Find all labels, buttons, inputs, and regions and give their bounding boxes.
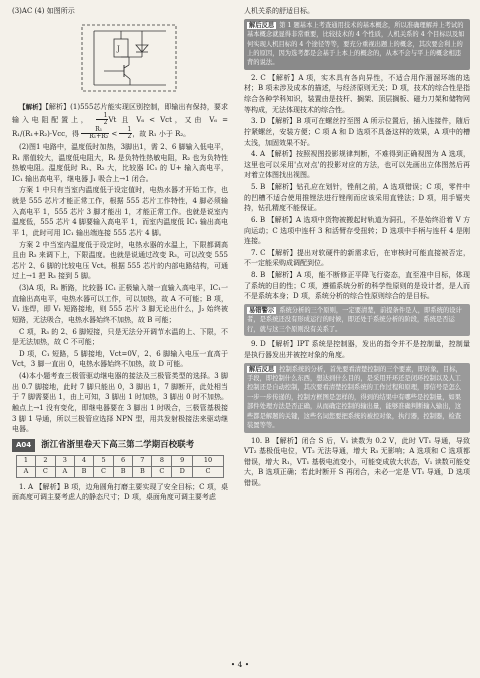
explanation-q10: 10. B 【解析】闭合 S 后，V₁ 读数为 0.2 V，此时 VT₁ 导通，导致 VT₂ 基极低电位，VT₂ 无法导通，增大 R₃ 无影响；A 选项和 C 选项都错误，增大 R₁，VT₁ 基极电流变小，可能变成放大状态，V₁ 读数可能变大，B 选项正确；若此时断开 S 再闭合，未必一定是 VT₁ 导通，D 选项错误。: [244, 436, 470, 488]
reflection-label: 解后反思: [249, 21, 275, 29]
right-column: [244, 6, 470, 490]
reflection-label: 解后反思: [249, 365, 275, 373]
svg-text:J: J: [117, 44, 120, 53]
answer-letter: B: [113, 466, 132, 477]
fraction-vt: $\frac{1}{2}$: [96, 113, 109, 127]
answer-number: 2: [35, 455, 55, 466]
explanation-paragraph: 【解析】【解析】(1)555芯片能实现区别控制，即输出有保持，要求输入电阻配置上， $\frac{1}{2}$ Vt 且 V₆ < Vct，又由 V₆ = R₁/(R₁+R₂)·Vcc，得 $\frac{\text{R₁}}{\text{R₁+R₂}}$ < $\frac{1}{2}$ ，故 R₁ 小于 R₂。: [12, 102, 229, 141]
explanation-paragraph: (2)图1 电路中，温度低时加热，3脚出1，需 2、6 脚输入低电平，R₁ 需值较大，温度低电阻大，Rₜ 是负特性热敏电阻，R₂ 也为负特性热敏电阻。温度低时 R₁、R₂ 大，比较器 IC₁ 的 U+ 输入高电平，IC₁ 输出高电平，继电器 J₁ 吸合上→1 闭合。: [12, 142, 228, 183]
warning-box: [244, 304, 470, 336]
explanation-paragraph: C 项，R₃ 的 2、6 脚短接，只是无法分开调节水温的上、下限，不是无法加热，故 C 不可能；: [12, 327, 228, 347]
explanation-paragraph: D 项，C₁ 短路，5 脚接地，Vct=0V，2、6 脚输入电压一直高于 Vct，3 脚一直出 0，电热水器始终不加热，故 D 可能。: [12, 349, 228, 369]
answer-letter: C: [193, 466, 224, 477]
answer-letter: B: [133, 466, 152, 477]
section-code: A04: [12, 439, 35, 452]
answer-letter: A: [55, 466, 74, 477]
explanation-paragraph: (3)A 项，R₁ 断路，比较器 IC₁ 正极输入端一直输入高电平，IC₁一直输出高电平，电热水器可以工作，可以加热，故 A 不可能；B 项，V₁ 连焊，即 V₁ 短路接地，则 555 芯片 3 脚无论出什么，J₂ 始终被短路，无法吸合，电热水器始终不加热，故 B 可能；: [12, 284, 228, 324]
answer-number-row: [17, 455, 224, 466]
answer-letter: C: [94, 466, 114, 477]
explanation-q3: 3. D 【解析】B 项可在螺丝拧至图 A 所示位置后，插入连接件，随后拧紧螺丝，安装方便；C 项 A 和 D 选项不具备这样的效果，A 项中的槽太浅，加固效果不好。: [244, 117, 470, 147]
answer-letter: B: [74, 466, 93, 477]
answer-letter: C: [152, 466, 172, 477]
answer-letter-row: [17, 466, 224, 477]
explanation-q4: 4. A 【解析】按照视图投影规律判断，不难得到正确视图为 A 选项，这里也可以采用'点对点'的投影对应的方法，也可以先画出立体图然后再对着立体图找出视图。: [244, 150, 470, 180]
reflection-box: [244, 19, 470, 70]
answer-number: 8: [152, 455, 172, 466]
explanation-q9: 9. D 【解析】IPT 系统是控制器，发出的指令并不是控制量，控制量是执行器发出并被控对象的角度。: [244, 340, 470, 359]
explanation-q1: 1. A 【解析】B 项，边角圆角打磨主要实现了安全目标；C 项，桌面高度可调主要考虑人的静态尺寸；D 项，桌面角度可调主要考虑: [12, 482, 228, 502]
left-column: [12, 6, 228, 504]
reflection-text: 控制系统的分析，首先要看清楚控制的三个要素，即对象，目标，手段，即控制什么东西，想达到什么目的，是采用开环还是闭环控制以及人工控制还是自动控制，其次要看清楚控制系统的工作过程和原理，即信号是怎么一步一步传递的，控制方框图是怎样的，得到的结果中有哪些是控制量，如果部件处理方法是否正确，从而确定控制的输出量，能够准确判断输入输出，这些都是解题的关键，这些名词您要把系统的被控对象，执行器，控制器，检查装置等等。: [247, 365, 462, 430]
explanation-paragraph: 方案 1 中只有当室内温度低于设定值时，电热水器才开始工作，也就是 555 芯片才能正常工作，根据 555 芯片工作特性，4 脚必须输入高电平 1，555 芯片 3 脚才能出 1，才能正常工作。也就是说室内温度低，555 芯片 4 脚要输入高电平 1，而室内温度低 IC₁ 输出高电平 1，此时可用 IC₁ 输出端连接 555 芯片 4 脚。: [12, 186, 228, 237]
answer-number: 10: [193, 455, 224, 466]
explanation-q5: 5. B 【解析】钻孔应在划针，锉削之前，A 选项错误；C 项，零件中的凹槽不适合使用推锉法进行锉削而应该采用直锉法；D 项，用手锯夹持，钻孔精度不能保证。: [244, 183, 470, 213]
page-number: • 4 •: [230, 659, 250, 669]
answer-number: 7: [133, 455, 152, 466]
answer-number: 4: [74, 455, 93, 466]
answer-number: 6: [113, 455, 132, 466]
analysis-tag: 【解析】: [19, 102, 46, 111]
answer-number: 1: [17, 455, 36, 466]
answer-table: [16, 455, 224, 478]
answer-number: 9: [172, 455, 193, 466]
explanation-continued: 人机关系的舒适目标。: [244, 7, 314, 15]
explanation-q7: 7. C 【解析】提出对软硬件的新需求后，在审核时可能直接被否定，不一定能采购成调配到位。: [244, 248, 470, 268]
explanation-paragraph: 方案 2 中当室内温度低于设定时，电热水器的水温上，下限都调高且由 R₃ 来调下上，下限温度。也就是说通过改变 R₃，可以改变 555 芯片 2、6 脚的比较电压 Vct。根据 555 芯片的内部电路结构，可通过上→1 把 R₃ 接到 5 脚。: [12, 240, 228, 281]
warning-text: 系统分析的三个原则，一定要清楚，前提条件是人，即系统的设计者，是系统还没有形成运行的时候，即还处于系统分析的阶段，系统是否运行，就与这三个原则没有关系了。: [247, 306, 462, 333]
warning-label: 易错警示: [249, 306, 275, 314]
section-header: [12, 439, 228, 452]
answer-line-3-4: (3)AC (4) 如图所示: [12, 7, 75, 15]
explanation-q8: 8. B 【解析】A 项，能不断修正平降飞行姿态，直至准中目标，体现了系统的目的性；C 项，遵循系统分析的科学性原则的是设计者，是人而不是系统本身；D 项，系统分析的综合性原则综合的是目标。: [244, 271, 470, 301]
explanation-q6: 6. B 【解析】A 选项中货物被搬起时轨道为洞孔，不是始终沿着 V 方向运动；C 选项中连杆 3 和活臂存受扭转；D 选项中手柄与连杆 4 是刚连接。: [244, 215, 470, 246]
answer-number: 5: [94, 455, 114, 466]
section-title: 浙江省浙里卷天下高三第二学期百校联考: [41, 439, 195, 450]
circuit-diagram: [74, 19, 184, 99]
answer-letter: D: [172, 466, 193, 477]
answer-letter: C: [35, 466, 55, 477]
explanation-paragraph: (4)本小题考查三极管驱动继电器的接法及三极管类型的选择。3 脚出 0.7 脚接地，此时 7 脚只能出 0，3 脚出 1，7 脚断开，此处相当于 7 脚需要出 1，由上可知，3 脚出 1 时加热，3 脚出 0 时不加热。触点上→1 没有变化，即继电器要在 3 脚出 1 时吸合，三极管基极接 3 脚 1 导通，所以三极管应选择 NPN 型，用共发射极接法来驱动继电器。: [12, 372, 228, 434]
explanation-q2: 2. C 【解析】A 项，实木具有各向异性，不适合用作溜溜环端的选材；B 项未涉及成本的描述，与经济原则无关；D 项，技术的综合性是指综合各种学科知识，装置由是技杆、搁架、顶层搁板、磁力刀架和储物网等构成，无法体现技术的综合性。: [244, 73, 470, 114]
reflection-box-2: [244, 363, 470, 433]
fraction-r-ratio: $\frac{\text{R₁}}{\text{R₁+R₂}}$: [81, 127, 109, 141]
answer-number: 3: [55, 455, 74, 466]
reflection-text: 第 1 题基本上考查通用技术的基本概念，所以准确理解并上考试的基本概念就显得非常重要，比较技术的 4 个性质，人机关系的 4 个目标以及如何实现人机目标的 4 个途径等等，要充分重视出题上的概念，其次要会利上的上的原因，因为选考都是会基于上本上的概念的，从本不会与平上的概念相违背的说法。: [247, 21, 465, 67]
answer-letter: A: [17, 466, 36, 477]
